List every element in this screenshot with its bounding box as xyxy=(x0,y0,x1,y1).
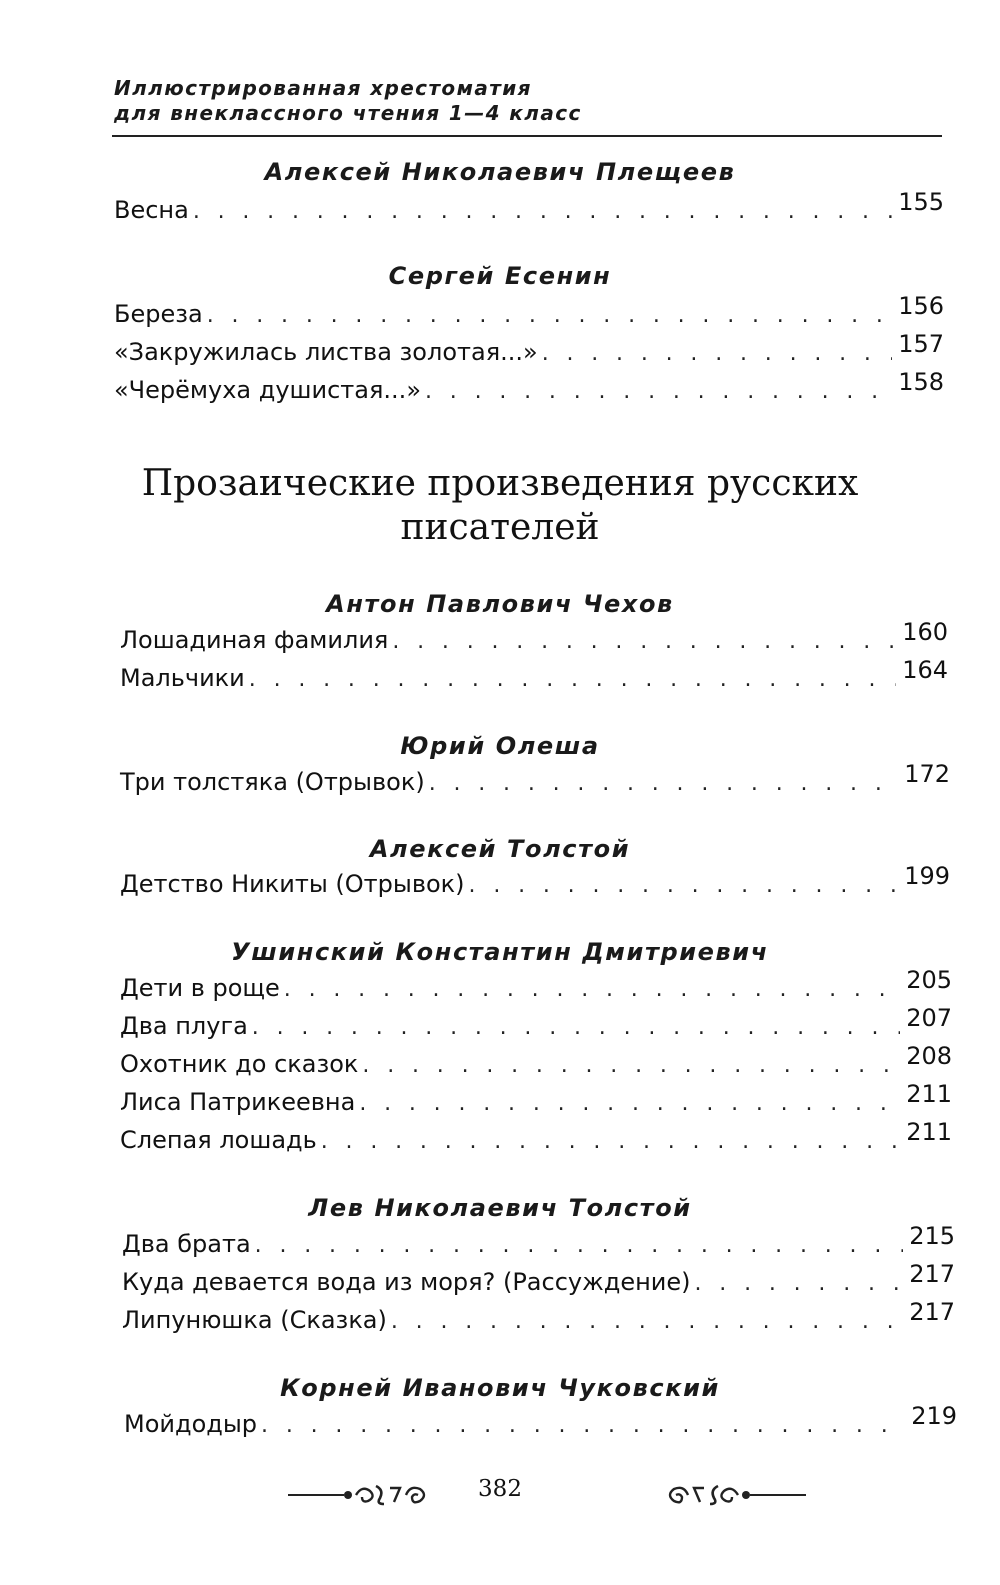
section-title-line-1: Прозаические произведения русских xyxy=(141,463,859,504)
running-head-line-1: Иллюстрированная хрестоматия xyxy=(114,76,532,100)
author-heading: Алексей Николаевич Плещеев xyxy=(264,158,736,186)
entry-page: 217 xyxy=(909,1298,955,1326)
entry-title: Липунюшка (Сказка) xyxy=(122,1306,387,1334)
entry-title: Охотник до сказок xyxy=(120,1050,359,1078)
entry-title: Куда девается вода из моря? (Рассуждение) xyxy=(122,1268,691,1296)
entry-page: 211 xyxy=(906,1118,952,1146)
entry-page: 158 xyxy=(898,368,944,396)
toc-entry[interactable] xyxy=(124,1402,957,1438)
header-rule xyxy=(112,135,942,137)
entry-title: Береза xyxy=(114,300,203,328)
page-number: 382 xyxy=(478,1476,522,1502)
toc-entry[interactable] xyxy=(120,862,950,898)
entry-title: Лошадиная фамилия xyxy=(120,626,389,654)
leader-dots xyxy=(392,629,896,654)
page-footer xyxy=(0,1468,1000,1518)
toc-entry[interactable] xyxy=(114,330,944,366)
entry-page: 172 xyxy=(904,760,950,788)
toc-entry[interactable] xyxy=(122,1298,955,1334)
author-heading: Сергей Есенин xyxy=(388,262,612,290)
toc-entry[interactable] xyxy=(122,1260,955,1296)
entry-title: Три толстяка (Отрывок) xyxy=(120,768,425,796)
section-title xyxy=(0,462,1000,550)
leader-dots xyxy=(255,1233,904,1258)
entry-page: 157 xyxy=(898,330,944,358)
entry-title: Лиса Патрикеевна xyxy=(120,1088,356,1116)
toc-entry[interactable] xyxy=(120,618,948,654)
entry-page: 215 xyxy=(909,1222,955,1250)
toc-entry[interactable] xyxy=(114,188,944,224)
entry-page: 211 xyxy=(906,1080,952,1108)
entry-title: «Черёмуха душистая...» xyxy=(114,376,421,404)
entry-title: Детство Никиты (Отрывок) xyxy=(120,870,465,898)
toc-entry[interactable] xyxy=(122,1222,955,1258)
scroll-ornament-icon xyxy=(648,1478,808,1512)
toc-entry[interactable] xyxy=(120,1118,952,1154)
entry-page: 156 xyxy=(898,292,944,320)
entry-title: Дети в роще xyxy=(120,974,280,1002)
leader-dots xyxy=(542,341,892,366)
toc-entry[interactable] xyxy=(114,292,944,328)
leader-dots xyxy=(284,977,900,1002)
entry-title: Весна xyxy=(114,196,189,224)
toc-entry[interactable] xyxy=(120,760,950,796)
entry-title: Мойдодыр xyxy=(124,1410,258,1438)
running-head xyxy=(114,76,582,126)
entry-page: 160 xyxy=(902,618,948,646)
entry-page: 155 xyxy=(898,188,944,216)
toc-entry[interactable] xyxy=(120,966,952,1002)
entry-title: Два плуга xyxy=(120,1012,248,1040)
author-heading: Антон Павлович Чехов xyxy=(326,590,674,618)
leader-dots xyxy=(193,199,892,224)
toc-entry[interactable] xyxy=(120,1080,952,1116)
entry-page: 164 xyxy=(902,656,948,684)
entry-page: 219 xyxy=(911,1402,957,1430)
entry-title: «Закружилась листва золотая...» xyxy=(114,338,538,366)
entry-page: 207 xyxy=(906,1004,952,1032)
leader-dots xyxy=(359,1091,900,1116)
toc-entry[interactable] xyxy=(120,656,948,692)
author-heading: Ушинский Константин Дмитриевич xyxy=(231,938,769,966)
leader-dots xyxy=(391,1309,903,1334)
entry-page: 199 xyxy=(904,862,950,890)
leader-dots xyxy=(249,667,896,692)
leader-dots xyxy=(261,1413,905,1438)
entry-title: Мальчики xyxy=(120,664,245,692)
author-heading: Юрий Олеша xyxy=(400,732,600,760)
entry-page: 205 xyxy=(906,966,952,994)
toc-entry[interactable] xyxy=(120,1042,952,1078)
author-heading: Алексей Толстой xyxy=(369,835,631,863)
entry-page: 208 xyxy=(906,1042,952,1070)
author-heading: Корней Иванович Чуковский xyxy=(280,1374,720,1402)
leader-dots xyxy=(362,1053,900,1078)
author-heading: Лев Николаевич Толстой xyxy=(308,1194,692,1222)
leader-dots xyxy=(429,771,899,796)
leader-dots xyxy=(695,1271,904,1296)
entry-page: 217 xyxy=(909,1260,955,1288)
entry-title: Два брата xyxy=(122,1230,251,1258)
leader-dots xyxy=(207,303,892,328)
leader-dots xyxy=(252,1015,900,1040)
toc-entry[interactable] xyxy=(120,1004,952,1040)
entry-title: Слепая лошадь xyxy=(120,1126,317,1154)
section-title-line-2: писателей xyxy=(400,507,600,548)
leader-dots xyxy=(425,379,892,404)
leader-dots xyxy=(469,873,899,898)
running-head-line-2: для внеклассного чтения 1—4 класс xyxy=(114,101,582,125)
toc-entry[interactable] xyxy=(114,368,944,404)
leader-dots xyxy=(321,1129,900,1154)
scroll-ornament-icon xyxy=(286,1478,446,1512)
